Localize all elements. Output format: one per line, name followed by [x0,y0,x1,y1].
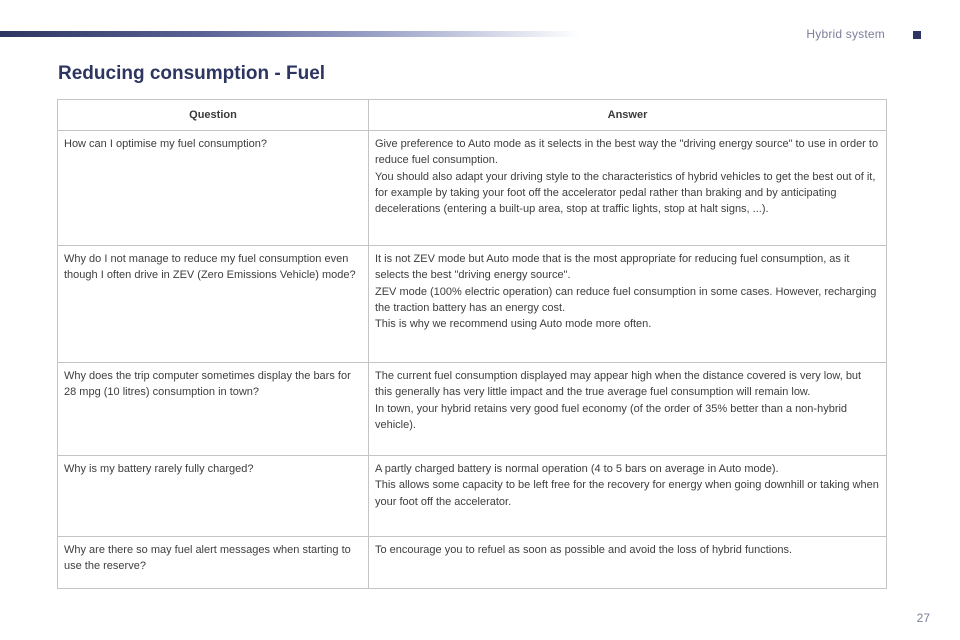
answer-cell [369,537,887,589]
section-marker [913,31,921,39]
page-number: 27 [916,611,930,625]
answer-paragraph: It is not ZEV mode but Auto mode that is the most appropriate for reducing fuel consumption, as it selects the best "driving energy source". [375,253,850,282]
question-cell: Why does the trip computer sometimes display the bars for 28 mpg (10 litres) consumption in town? [58,363,369,456]
answer-paragraph: This allows some capacity to be left free for the recovery for energy when going downhill or taking when your foot off the accelerator. [375,479,879,508]
answer-paragraph: This is why we recommend using Auto mode more often. [375,318,652,331]
column-header-answer: Answer [369,100,887,131]
section-label: Hybrid system [806,27,885,41]
answer-cell [369,456,887,537]
answer-cell [369,363,887,456]
table-row [58,246,887,363]
answer-paragraph: Give preference to Auto mode as it selects in the best way the "driving energy source" to use in order to reduce fuel consumption. [375,138,879,167]
answer-paragraph: To encourage you to refuel as soon as possible and avoid the loss of hybrid functions. [375,544,793,556]
header-gradient-bar [0,31,580,37]
faq-table [57,99,887,589]
table-row [58,363,887,456]
answer-paragraph: ZEV mode (100% electric operation) can reduce fuel consumption in some cases. However, recharging the traction battery has an energy cost. [375,285,877,314]
column-header-question: Question [58,100,369,131]
answer-paragraph: The current fuel consumption displayed may appear high when the distance covered is very low, but this generally has very little impact and the true average fuel consumption will remain low. [375,370,862,399]
answer-cell [369,131,887,246]
answer-cell [369,246,887,363]
question-cell: Why do I not manage to reduce my fuel consumption even though I often drive in ZEV (Zero Emissions Vehicle) mode? [58,246,369,363]
question-cell: Why are there so may fuel alert messages when starting to use the reserve? [58,537,369,589]
answer-paragraph: A partly charged battery is normal operation (4 to 5 bars on average in Auto mode). [375,463,779,475]
question-cell: How can I optimise my fuel consumption? [58,131,369,246]
table-row [58,131,887,246]
answer-paragraph: You should also adapt your driving style to the characteristics of hybrid vehicles to get the best out of it, for example by taking your foot off the accelerator pedal rather than braking and by anticipating decelerations (entering a built-up area, stop at traffic lights, stop at halt signs, ...). [375,170,876,216]
page-title: Reducing consumption - Fuel [58,63,326,84]
table-row [58,537,887,589]
table-row [58,456,887,537]
question-cell: Why is my battery rarely fully charged? [58,456,369,537]
table-header-row [58,100,887,131]
answer-paragraph: In town, your hybrid retains very good fuel economy (of the order of 35% better than a non-hybrid vehicle). [375,402,848,431]
